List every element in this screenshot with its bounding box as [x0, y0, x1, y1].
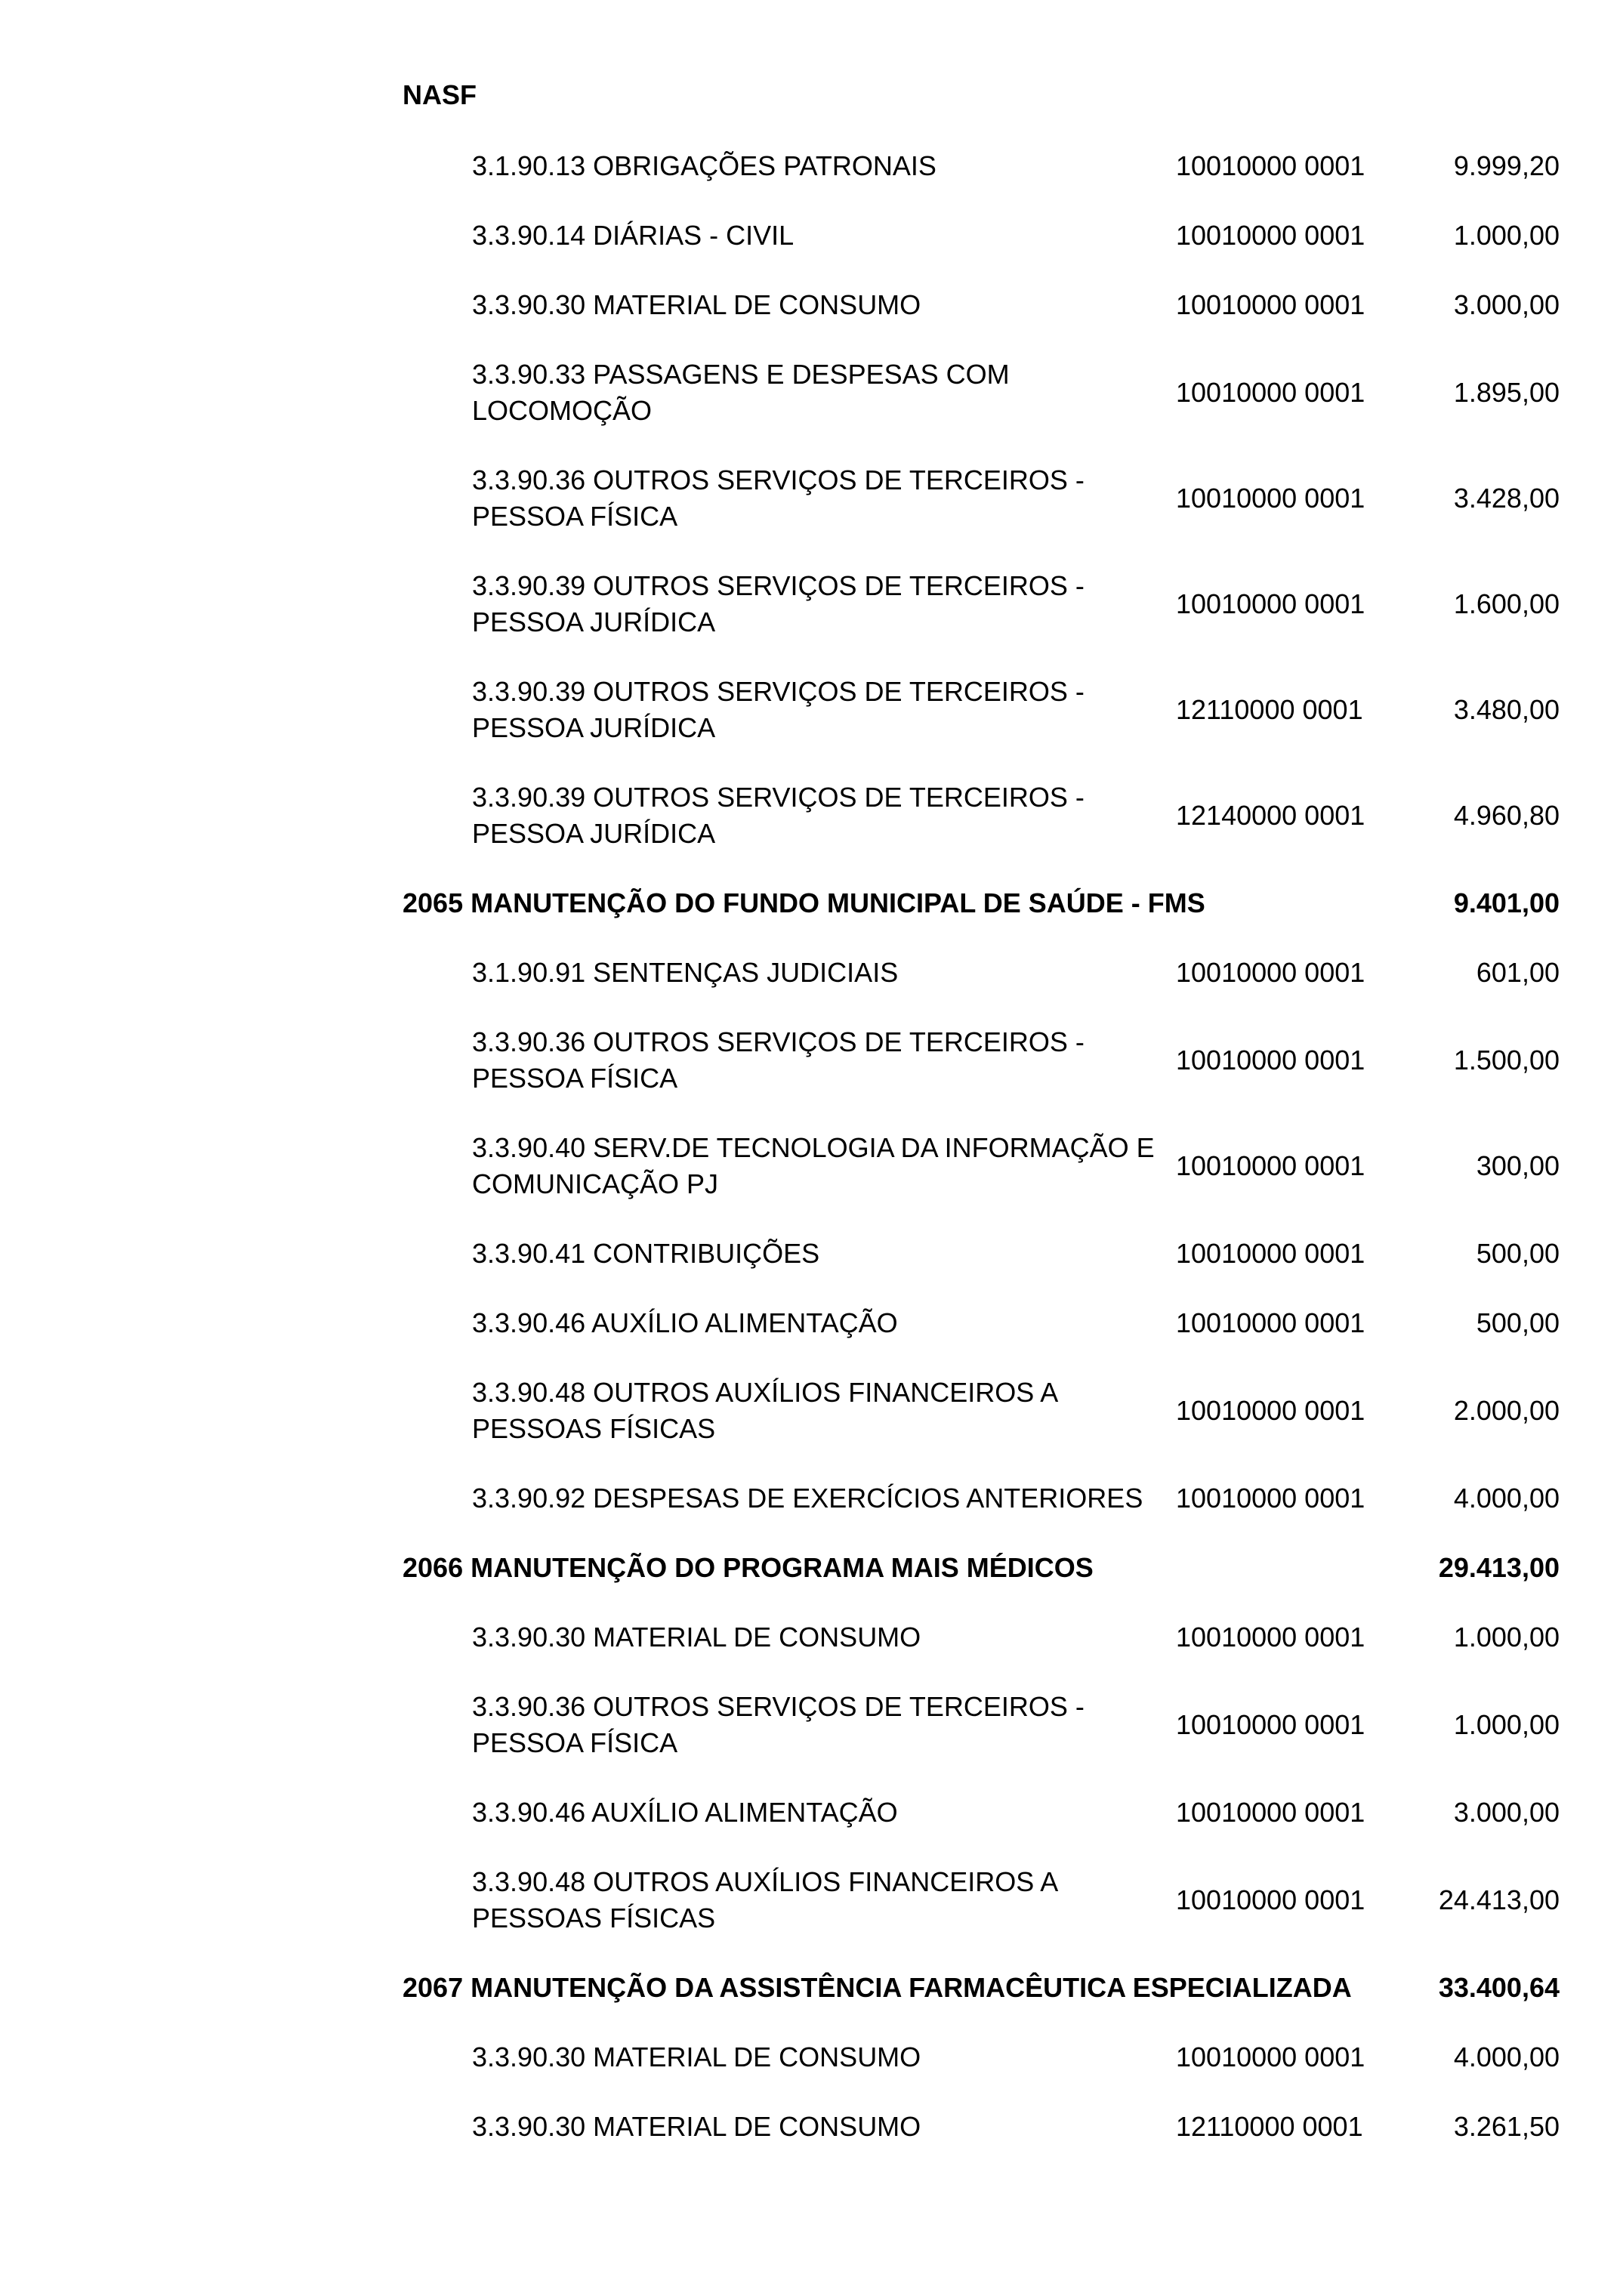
resource-code: 10010000 0001: [1176, 1307, 1365, 1338]
expense-value: 1.895,00: [1453, 377, 1560, 408]
expense-value: 3.261,50: [1453, 2111, 1560, 2142]
action-heading-row: [0, 1550, 1623, 1586]
resource-code: 10010000 0001: [1176, 1238, 1365, 1269]
expense-description: 3.3.90.14 DIÁRIAS - CIVIL: [472, 220, 795, 251]
expense-description: 3.3.90.48 OUTROS AUXÍLIOS FINANCEIROS A PESSOAS FÍSICAS: [472, 1866, 1057, 1933]
action-total-value: 33.400,64: [1438, 1972, 1560, 2003]
expense-value: 3.000,00: [1453, 1797, 1560, 1828]
expense-value: 1.000,00: [1453, 1709, 1560, 1740]
expense-description: 3.1.90.91 SENTENÇAS JUDICIAIS: [472, 957, 899, 988]
table-row: [0, 674, 1623, 746]
expense-description: 3.3.90.36 OUTROS SERVIÇOS DE TERCEIROS - PESSOA FÍSICA: [472, 464, 1085, 532]
table-row: [0, 218, 1623, 254]
expense-value: 3.428,00: [1453, 483, 1560, 514]
expense-description: 3.3.90.30 MATERIAL DE CONSUMO: [472, 2111, 921, 2142]
expense-value: 300,00: [1476, 1150, 1560, 1181]
resource-code: 12110000 0001: [1176, 694, 1363, 725]
expense-value: 4.000,00: [1453, 1483, 1560, 1514]
resource-code: 10010000 0001: [1176, 588, 1365, 619]
table-row: [0, 2039, 1623, 2075]
expense-value: 500,00: [1476, 1307, 1560, 1338]
resource-code: 10010000 0001: [1176, 1797, 1365, 1828]
expense-value: 1.000,00: [1453, 1622, 1560, 1653]
expense-value: 9.999,20: [1453, 150, 1560, 181]
resource-code: 10010000 0001: [1176, 1709, 1365, 1740]
table-row: [0, 955, 1623, 991]
resource-code: 10010000 0001: [1176, 1884, 1365, 1915]
action-total-value: 9.401,00: [1453, 887, 1560, 918]
resource-code: 10010000 0001: [1176, 150, 1365, 181]
resource-code: 10010000 0001: [1176, 2041, 1365, 2072]
expense-description: 3.3.90.30 MATERIAL DE CONSUMO: [472, 2041, 921, 2072]
table-row: [0, 1480, 1623, 1517]
resource-code: 10010000 0001: [1176, 377, 1365, 408]
resource-code: 12140000 0001: [1176, 800, 1365, 831]
expense-description: 3.3.90.92 DESPESAS DE EXERCÍCIOS ANTERIORES: [472, 1483, 1143, 1514]
expense-value: 4.960,80: [1453, 800, 1560, 831]
resource-code: 12110000 0001: [1176, 2111, 1363, 2142]
expense-value: 3.000,00: [1453, 289, 1560, 320]
table-row: [0, 1864, 1623, 1936]
expense-description: 3.3.90.36 OUTROS SERVIÇOS DE TERCEIROS - PESSOA FÍSICA: [472, 1691, 1085, 1758]
resource-code: 10010000 0001: [1176, 220, 1365, 251]
action-heading-text: 2066 MANUTENÇÃO DO PROGRAMA MAIS MÉDICOS: [403, 1552, 1094, 1583]
expense-description: 3.3.90.46 AUXÍLIO ALIMENTAÇÃO: [472, 1797, 898, 1828]
expense-description: 3.3.90.33 PASSAGENS E DESPESAS COM LOCOMOÇÃO: [472, 359, 1010, 426]
table-row: [0, 1130, 1623, 1202]
table-row: [0, 1689, 1623, 1761]
resource-code: 10010000 0001: [1176, 1395, 1365, 1426]
expense-value: 1.500,00: [1453, 1045, 1560, 1075]
expense-value: 1.000,00: [1453, 220, 1560, 251]
table-row: [0, 2109, 1623, 2145]
table-row: [0, 1619, 1623, 1656]
expense-description: 3.3.90.40 SERV.DE TECNOLOGIA DA INFORMAÇÃO E COMUNICAÇÃO PJ: [472, 1132, 1155, 1199]
table-row: [0, 779, 1623, 852]
expense-value: 1.600,00: [1453, 588, 1560, 619]
expense-description: 3.3.90.41 CONTRIBUIÇÕES: [472, 1238, 820, 1269]
expense-description: 3.3.90.46 AUXÍLIO ALIMENTAÇÃO: [472, 1307, 898, 1338]
table-row: [0, 356, 1623, 429]
table-row: [0, 1375, 1623, 1447]
action-total-value: 29.413,00: [1438, 1552, 1560, 1583]
table-row: [0, 1236, 1623, 1272]
resource-code: 10010000 0001: [1176, 1622, 1365, 1653]
expense-value: 3.480,00: [1453, 694, 1560, 725]
table-row: [0, 1795, 1623, 1831]
table-row: [0, 1305, 1623, 1341]
expense-value: 2.000,00: [1453, 1395, 1560, 1426]
expense-description: 3.3.90.39 OUTROS SERVIÇOS DE TERCEIROS - PESSOA JURÍDICA: [472, 570, 1085, 637]
expense-description: 3.3.90.39 OUTROS SERVIÇOS DE TERCEIROS - PESSOA JURÍDICA: [472, 782, 1085, 849]
expense-description: 3.1.90.13 OBRIGAÇÕES PATRONAIS: [472, 150, 936, 181]
table-row: [0, 287, 1623, 323]
action-heading-text: 2065 MANUTENÇÃO DO FUNDO MUNICIPAL DE SAÚDE - FMS: [403, 887, 1205, 918]
expense-value: 601,00: [1476, 957, 1560, 988]
resource-code: 10010000 0001: [1176, 289, 1365, 320]
expense-description: 3.3.90.36 OUTROS SERVIÇOS DE TERCEIROS - PESSOA FÍSICA: [472, 1026, 1085, 1094]
action-heading-row: [0, 1970, 1623, 2006]
expense-description: 3.3.90.30 MATERIAL DE CONSUMO: [472, 1622, 921, 1653]
resource-code: 10010000 0001: [1176, 1150, 1365, 1181]
resource-code: 10010000 0001: [1176, 957, 1365, 988]
resource-code: 10010000 0001: [1176, 1483, 1365, 1514]
resource-code: 10010000 0001: [1176, 483, 1365, 514]
expense-description: 3.3.90.30 MATERIAL DE CONSUMO: [472, 289, 921, 320]
table-row: [0, 462, 1623, 535]
action-heading-text: 2067 MANUTENÇÃO DA ASSISTÊNCIA FARMACÊUTICA ESPECIALIZADA: [403, 1972, 1352, 2003]
table-row: [0, 568, 1623, 640]
resource-code: 10010000 0001: [1176, 1045, 1365, 1075]
expense-value: 24.413,00: [1438, 1884, 1560, 1915]
action-heading-row: [0, 885, 1623, 921]
table-row: [0, 1024, 1623, 1097]
section-title: NASF: [403, 79, 477, 110]
expense-value: 500,00: [1476, 1238, 1560, 1269]
expense-value: 4.000,00: [1453, 2041, 1560, 2072]
expense-description: 3.3.90.39 OUTROS SERVIÇOS DE TERCEIROS - PESSOA JURÍDICA: [472, 676, 1085, 743]
expense-description: 3.3.90.48 OUTROS AUXÍLIOS FINANCEIROS A PESSOAS FÍSICAS: [472, 1377, 1057, 1444]
table-row: [0, 148, 1623, 184]
